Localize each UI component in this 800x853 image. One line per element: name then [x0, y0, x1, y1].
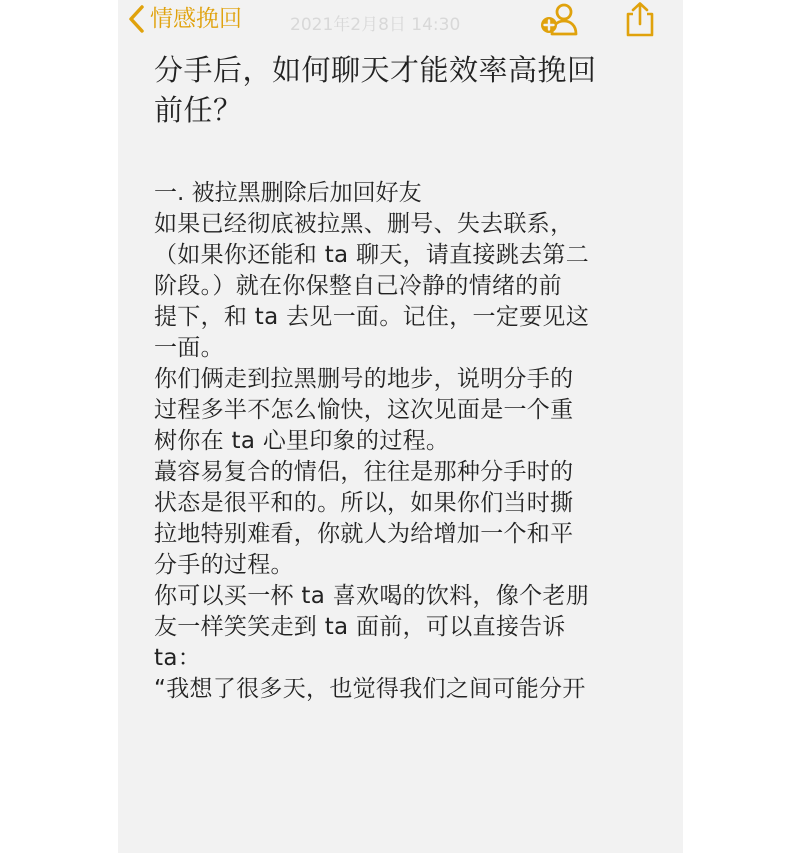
paragraph: 蕞容易复合的情侣，往往是那种分手时的 状态是很平和的。所以，如果你们当时撕 拉地特别难看，你就人为给增加一个和平 分手的过程。: [154, 459, 574, 578]
note-timestamp: 2021年2月8日 14:30: [290, 15, 461, 35]
note-page: [118, 0, 683, 853]
add-person-icon[interactable]: [538, 1, 584, 37]
paragraph: “我想了很多天，也觉得我们之间可能分开: [154, 676, 586, 702]
note-body[interactable]: [154, 50, 654, 705]
back-label: 情感挽回: [150, 6, 242, 32]
share-icon[interactable]: [623, 1, 657, 37]
chevron-left-icon: [126, 4, 148, 34]
back-button[interactable]: [126, 2, 242, 36]
section-heading: 一. 被拉黑删除后加回好友: [154, 180, 422, 206]
navigation-bar: [118, 0, 683, 40]
note-title: 分手后，如何聊天才能效率高挽回 前任？: [154, 53, 597, 127]
paragraph: 你可以买一杯 ta 喜欢喝的饮料，像个老朋 友一样笑笑走到 ta 面前，可以直接告诉 ta：: [154, 583, 590, 671]
paragraph: 你们俩走到拉黑删号的地步，说明分手的 过程多半不怎么愉快，这次见面是一个重 树你在 ta 心里印象的过程。: [154, 366, 574, 454]
paragraph: 如果已经彻底被拉黑、删号、失去联系， （如果你还能和 ta 聊天，请直接跳去第二 阶段。）就在你保整自己冷静的情绪的前 提下，和 ta 去见一面。记住，一定要见这 一面。: [154, 211, 590, 361]
